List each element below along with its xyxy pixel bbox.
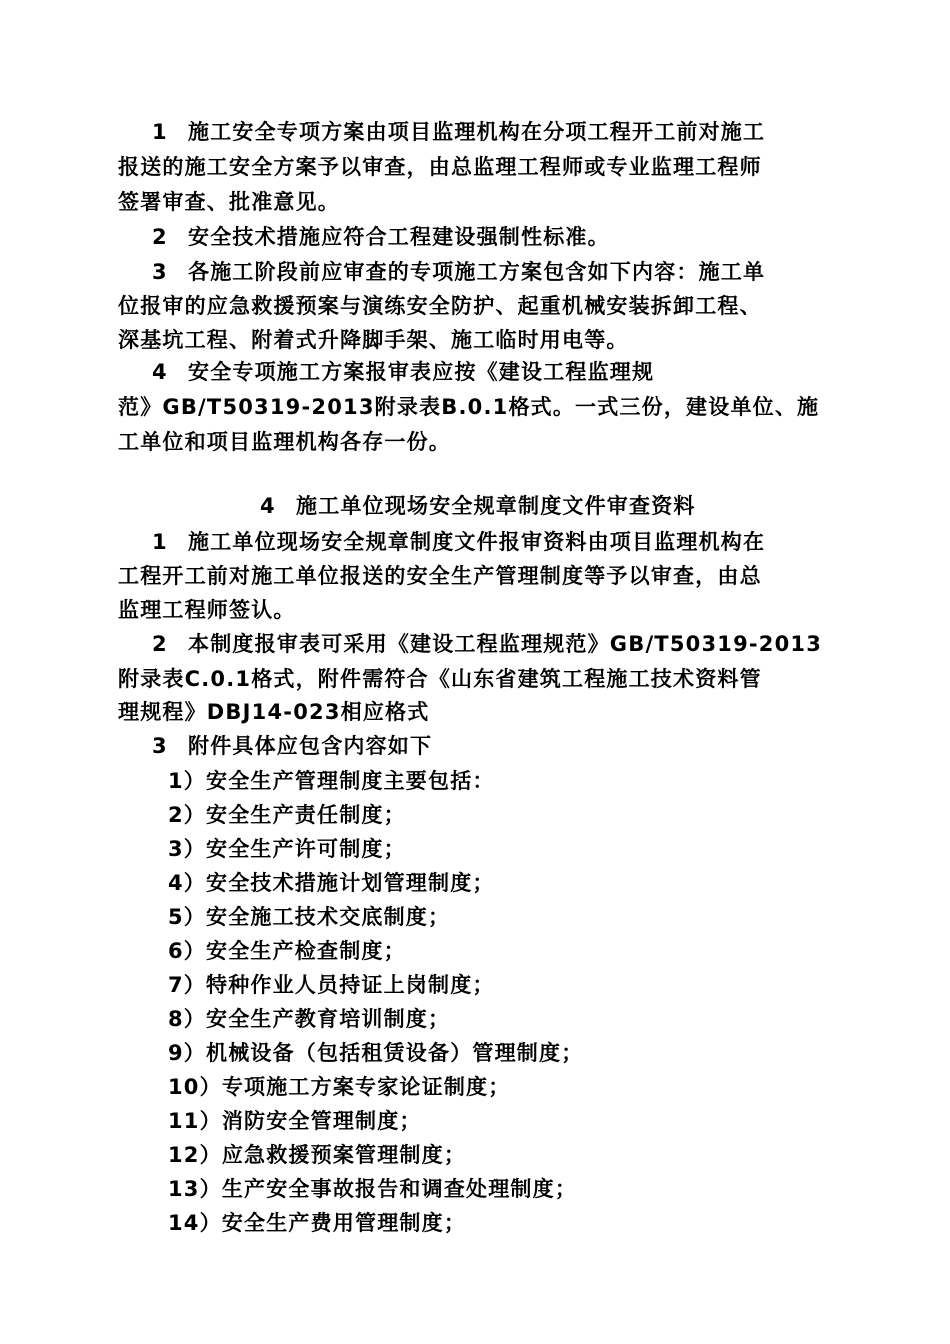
para-number: 1	[152, 530, 168, 554]
list-item: 3）安全生产许可制度；	[168, 837, 406, 861]
para-4-line-3: 工单位和项目监理机构各存一份。	[118, 430, 451, 454]
para-number: 2	[152, 632, 168, 656]
para-1-line-3: 签署审查、批准意见。	[118, 190, 340, 214]
s4-para-1-line-3: 监理工程师签认。	[118, 598, 296, 622]
para-number: 2	[152, 225, 168, 249]
para-1-line-1: 1 施工安全专项方案由项目监理机构在分项工程开工前对施工	[152, 117, 852, 147]
para-3-line-3: 深基坑工程、附着式升降脚手架、施工临时用电等。	[118, 328, 629, 352]
para-number: 4	[152, 360, 168, 384]
list-item: 1）安全生产管理制度主要包括：	[168, 769, 495, 793]
para-3-line-1: 3 各施工阶段前应审查的专项施工方案包含如下内容：施工单	[152, 257, 852, 287]
list-item: 6）安全生产检查制度；	[168, 939, 406, 963]
para-number: 3	[152, 260, 168, 284]
list-item: 11）消防安全管理制度；	[168, 1109, 422, 1133]
para-number: 3	[152, 734, 168, 758]
heading-number: 4	[260, 494, 276, 518]
s4-para-2-line-1: 2 本制度报审表可采用《建设工程监理规范》GB/T50319-2013	[152, 629, 852, 659]
para-1-line-2: 报送的施工安全方案予以审查，由总监理工程师或专业监理工程师	[118, 155, 762, 179]
list-item: 2）安全生产责任制度；	[168, 803, 406, 827]
para-4-line-1: 4 安全专项施工方案报审表应按《建设工程监理规	[152, 357, 852, 387]
list-item: 5）安全施工技术交底制度；	[168, 905, 451, 929]
s4-para-1-line-2: 工程开工前对施工单位报送的安全生产管理制度等予以审查，由总	[118, 564, 762, 588]
list-item: 10）专项施工方案专家论证制度；	[168, 1075, 511, 1099]
para-number: 1	[152, 120, 168, 144]
list-item: 13）生产安全事故报告和调查处理制度；	[168, 1177, 578, 1201]
s4-para-2-line-2: 附录表C.0.1格式，附件需符合《山东省建筑工程施工技术资料管	[118, 667, 762, 691]
para-2-line-1: 2 安全技术措施应符合工程建设强制性标准。	[152, 222, 852, 252]
s4-para-1-line-1: 1 施工单位现场安全规章制度文件报审资料由项目监理机构在	[152, 527, 852, 557]
para-3-line-2: 位报审的应急救援预案与演练安全防护、起重机械安装拆卸工程、	[118, 294, 762, 318]
para-4-line-2: 范》GB/T50319-2013附录表B.0.1格式。一式三份，建设单位、施	[118, 395, 820, 419]
list-item: 8）安全生产教育培训制度；	[168, 1007, 451, 1031]
list-item: 9）机械设备（包括租赁设备）管理制度；	[168, 1041, 584, 1065]
list-item: 7）特种作业人员持证上岗制度；	[168, 973, 495, 997]
list-item: 14）安全生产费用管理制度；	[168, 1211, 467, 1235]
list-item: 12）应急救援预案管理制度；	[168, 1143, 467, 1167]
s4-para-2-line-3: 理规程》DBJ14-023相应格式	[118, 700, 430, 724]
section-heading: 4 施工单位现场安全规章制度文件审查资料	[0, 491, 950, 521]
list-item: 4）安全技术措施计划管理制度；	[168, 871, 495, 895]
s4-para-3-line-1: 3 附件具体应包含内容如下	[152, 731, 852, 761]
